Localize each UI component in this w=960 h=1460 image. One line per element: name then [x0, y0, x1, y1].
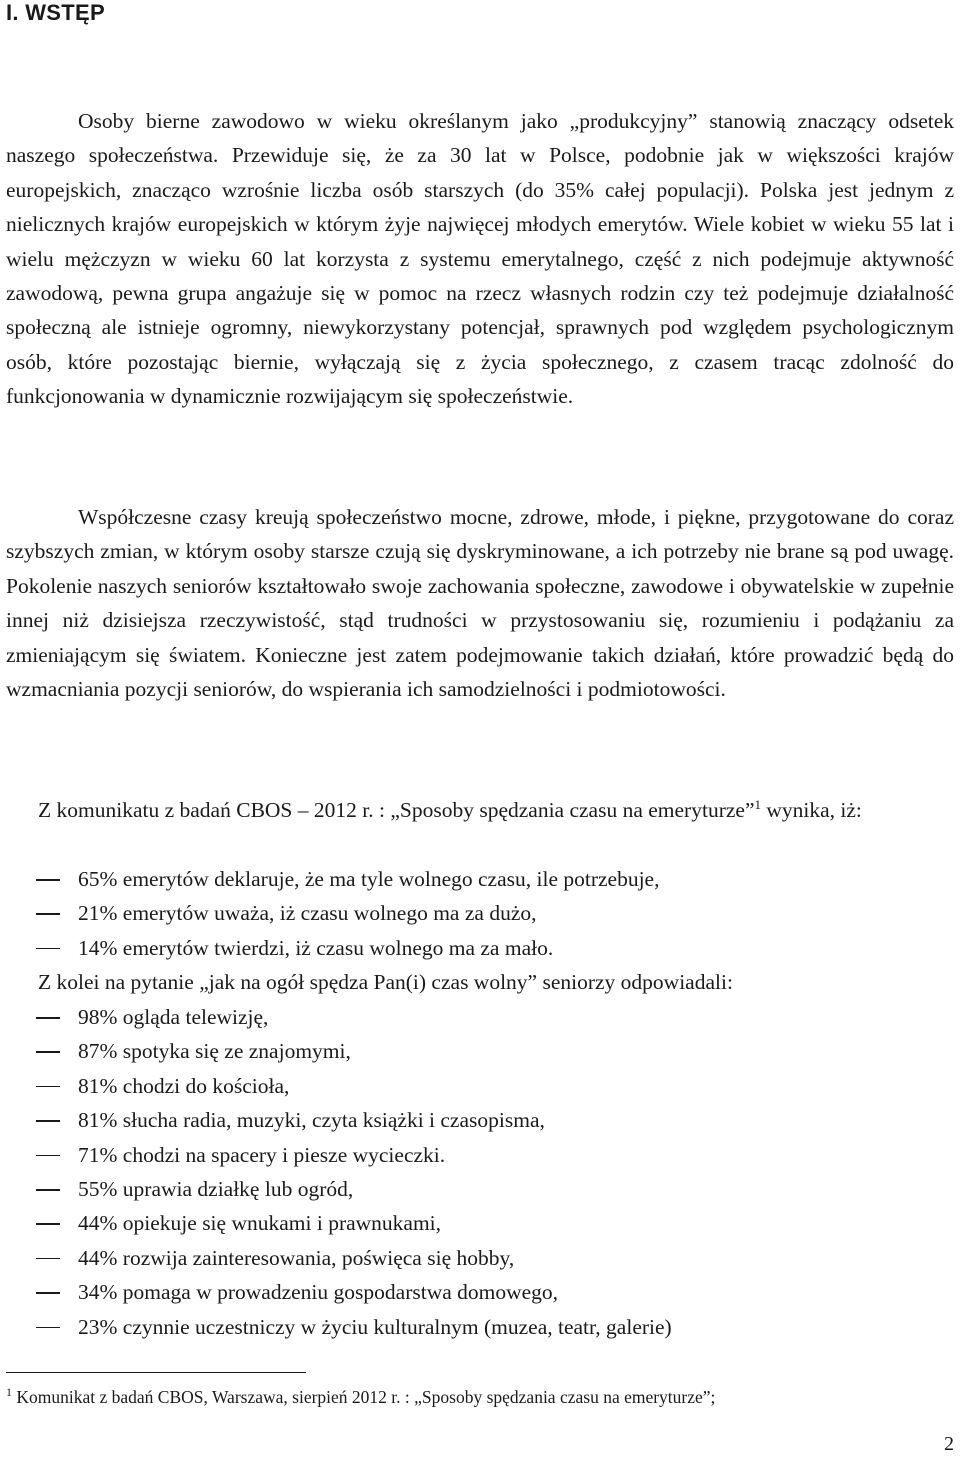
- question-intro: Z kolei na pytanie „jak na ogół spędza Pan(i) czas wolny” seniorzy odpowiadali:: [38, 970, 733, 994]
- list-item: [6, 862, 659, 896]
- list-item-text: 81% słucha radia, muzyki, czyta książki i czasopisma,: [78, 1108, 545, 1133]
- list-item-text: 71% chodzi na spacery i piesze wycieczki.: [78, 1142, 446, 1167]
- list-item-text: 44% opiekuje się wnukami i prawnukami,: [78, 1211, 442, 1236]
- list-item-text: 23% czynnie uczestniczy w życiu kulturalnym (muzea, teatr, galerie): [78, 1314, 672, 1339]
- list-item: [6, 1275, 672, 1309]
- free-time-opinion-list: [6, 862, 659, 965]
- list-item-text: 65% emerytów deklaruje, że ma tyle wolnego czasu, ile potrzebuje,: [78, 867, 660, 891]
- dash-bullet: [36, 1189, 60, 1191]
- list-item: [6, 1000, 672, 1034]
- dash-bullet: [36, 1051, 60, 1053]
- list-item: [6, 931, 659, 965]
- list-item-text: 21% emerytów uważa, iż czasu wolnego ma za dużo,: [78, 901, 537, 926]
- paragraph-modern-times: Współczesne czasy kreują społeczeństwo mocne, zdrowe, młode, i piękne, przygotowane do coraz szybszych zmian, w którym osoby starsze czują się dyskryminowane, a ich potrzeby nie brane są pod uwagę. Pokolenie naszych seniorów kształtowało swoje zachowania społeczne, zawodowe i obywatelskie w zupełnie innej niż dzisiejsza rzeczywistość, stąd trudności w przystosowaniu się, rozumieniu i podążaniu za zmieniającym się światem. Konieczne jest zatem podejmowanie takich działań, które prowadzić będą do wzmacniania pozycji seniorów, do wspierania ich samodzielności i podmiotowości.: [6, 505, 954, 702]
- list-item: [6, 1138, 672, 1172]
- footnote-separator: [6, 1372, 306, 1373]
- footnote-number: 1: [6, 1385, 12, 1400]
- dash-bullet: [36, 879, 60, 881]
- cbos-intro-text: Z komunikatu z badań CBOS – 2012 r. : „Sposoby spędzania czasu na emeryturze”: [38, 798, 755, 822]
- list-item: [6, 1241, 672, 1275]
- list-item-text: 98% ogląda telewizję,: [78, 1005, 269, 1029]
- dash-bullet: [36, 1223, 60, 1225]
- cbos-intro: [6, 793, 954, 827]
- dash-bullet: [36, 1258, 60, 1260]
- list-item: [6, 1069, 672, 1103]
- list-item: [6, 1103, 672, 1137]
- list-item-text: 44% rozwija zainteresowania, poświęca się hobby,: [78, 1245, 515, 1270]
- free-time-activities-list: [6, 1000, 672, 1344]
- dash-bullet: [36, 913, 60, 915]
- list-item-text: 55% uprawia działkę lub ogród,: [78, 1177, 354, 1202]
- list-item: [6, 896, 659, 930]
- list-item: [6, 1034, 672, 1068]
- footnote: [6, 1385, 715, 1409]
- list-item-text: 81% chodzi do kościoła,: [78, 1073, 290, 1098]
- dash-bullet: [36, 1292, 60, 1294]
- list-item-text: 34% pomaga w prowadzeniu gospodarstwa domowego,: [78, 1280, 559, 1305]
- list-item-text: 14% emerytów twierdzi, iż czasu wolnego ma za mało.: [78, 935, 554, 960]
- dash-bullet: [36, 1155, 60, 1157]
- footnote-text: Komunikat z badań CBOS, Warszawa, sierpień 2012 r. : „Sposoby spędzania czasu na emeryturze”;: [12, 1387, 716, 1407]
- dash-bullet: [36, 948, 60, 950]
- dash-bullet: [36, 1086, 60, 1088]
- cbos-intro-end: wynika, iż:: [760, 798, 862, 822]
- list-item: [6, 1172, 672, 1206]
- footnote-reference[interactable]: 1: [754, 796, 761, 812]
- list-item-text: 87% spotyka się ze znajomymi,: [78, 1039, 351, 1064]
- list-item: [6, 1310, 672, 1344]
- paragraph-intro: Osoby bierne zawodowo w wieku określanym jako „produkcyjny” stanowią znaczący odsetek naszego społeczeństwa. Przewiduje się, że za 30 lat w Polsce, podobnie jak w większości krajów europejskich, znacząco wzrośnie liczba osób starszych (do 35% całej populacji). Polska jest jednym z nielicznych krajów europejskich w którym żyje najwięcej młodych emerytów. Wiele kobiet w wieku 55 lat i wielu mężczyzn w wieku 60 lat korzysta z systemu emerytalnego, część z nich podejmuje aktywność zawodową, pewna grupa angażuje się w pomoc na rzecz własnych rodzin czy też podejmuje działalność społeczną ale istnieje ogromny, niewykorzystany potencjał, sprawnych pod względem psychologicznym osób, które pozostając biernie, wyłączają się z życia społecznego, z czasem tracąc zdolność do funkcjonowania w dynamicznie rozwijającym się społeczeństwie.: [6, 109, 954, 409]
- dash-bullet: [36, 1120, 60, 1122]
- dash-bullet: [36, 1327, 60, 1329]
- section-heading: I. WSTĘP: [6, 0, 105, 25]
- dash-bullet: [36, 1017, 60, 1019]
- page-number: 2: [944, 1433, 954, 1455]
- list-item: [6, 1206, 672, 1240]
